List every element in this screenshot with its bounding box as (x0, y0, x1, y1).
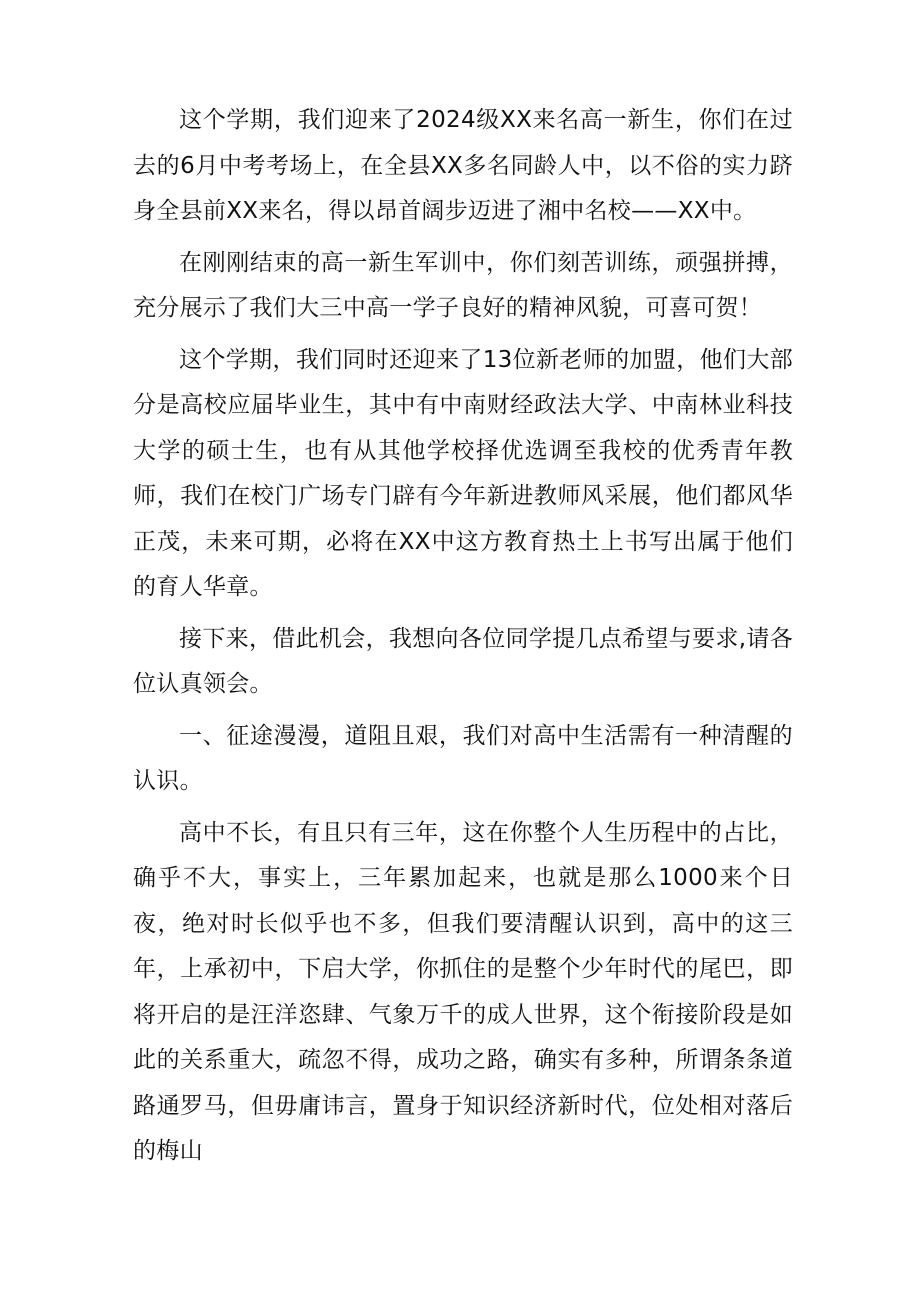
paragraph-high-school-years: 高中不长，有且只有三年，这在你整个人生历程中的占比，确乎不大，事实上，三年累加起来，也就是那么1000来个日夜，绝对时长似乎也不多，但我们要清醒认识到，高中的这三年，上承初中，下启大学，你抓住的是整个少年时代的尾巴，即将开启的是汪洋恣肆、气象万千的成人世界，这个衔接阶段是如此的关系重大，疏忽不得，成功之路，确实有多种，所谓条条道路通罗马，但毋庸讳言，置身于知识经济新时代，位处相对落后的梅山 (133, 819, 793, 1164)
paragraph-section-one-heading: 一、征途漫漫，道阻且艰，我们对高中生活需有一种清醒的认识。 (133, 722, 793, 794)
paragraph-new-students: 这个学期，我们迎来了2024级XX来名高一新生，你们在过去的6月中考考场上，在全县XX多名同龄人中，以不俗的实力跻身全县前XX来名，得以昂首阔步迈进了湘中名校——XX中。 (133, 107, 793, 224)
paragraph-military-training: 在刚刚结束的高一新生军训中，你们刻苦训练，顽强拼搏，充分展示了我们大三中高一学子良好的精神风貌，可喜可贺！ (133, 249, 793, 321)
paragraph-transition: 接下来，借此机会，我想向各位同学提几点希望与要求,请各位认真领会。 (133, 625, 793, 697)
document-body (133, 98, 793, 1181)
paragraph-new-teachers: 这个学期，我们同时还迎来了13位新老师的加盟，他们大部分是高校应届毕业生，其中有中南财经政法大学、中南林业科技大学的硕士生，也有从其他学校择优选调至我校的优秀青年教师，我们在校门广场专门辟有今年新进教师风采展，他们都风华正茂，未来可期，必将在XX中这方教育热土上书写出属于他们的育人华章。 (133, 346, 793, 600)
